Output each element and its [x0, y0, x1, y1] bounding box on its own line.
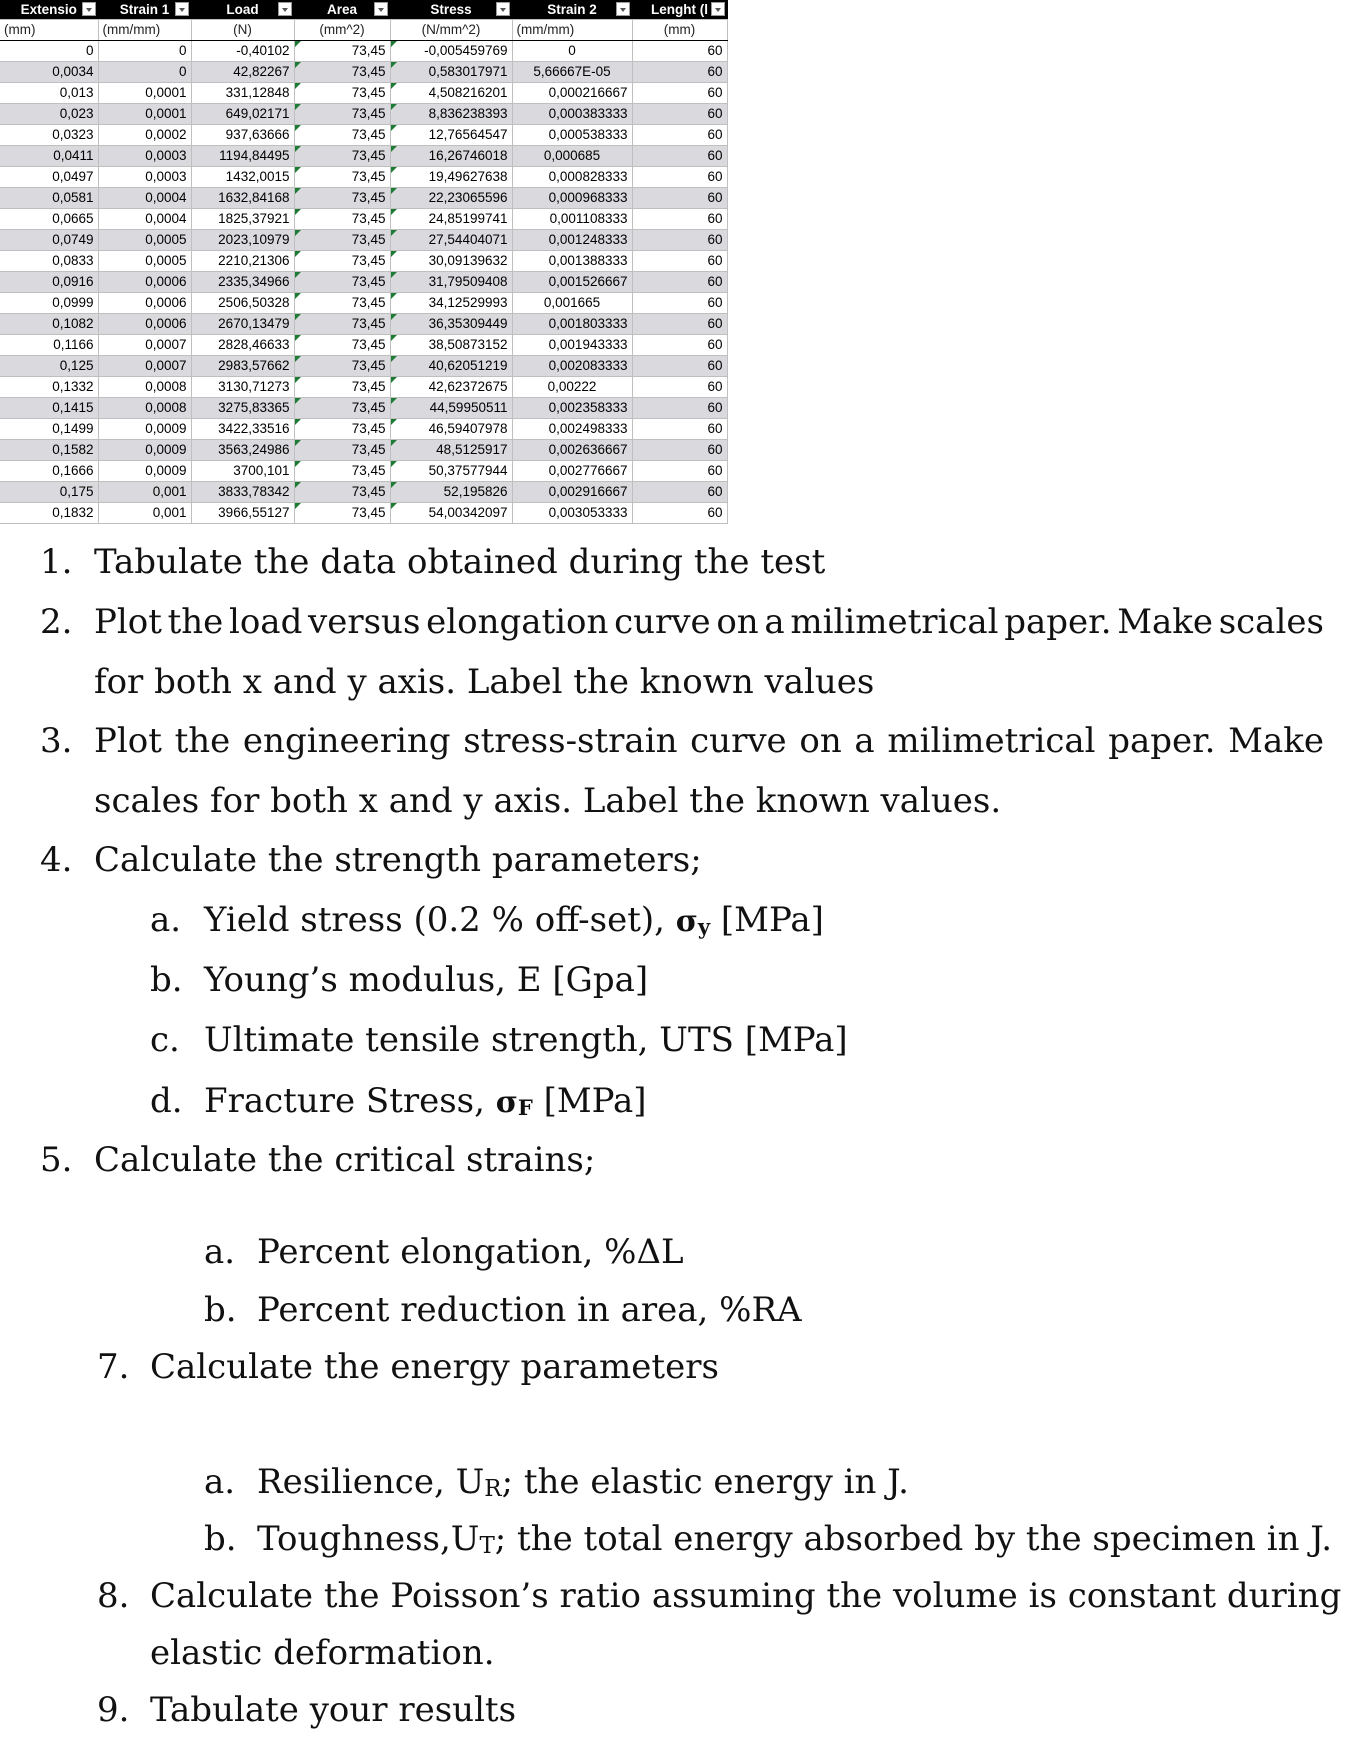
cell-stress[interactable]: 38,50873152	[390, 335, 512, 356]
question-number: 7.	[97, 1347, 130, 1387]
header-label: Lenght (l	[651, 2, 708, 17]
table-row	[0, 125, 727, 146]
word: a	[764, 602, 785, 642]
cell-stress[interactable]: 52,195826	[390, 482, 512, 503]
question-number: 2.	[40, 602, 73, 642]
cell-area[interactable]: 73,45	[294, 209, 390, 230]
cell-extension[interactable]: 0,023	[0, 104, 98, 125]
cell-area[interactable]: 73,45	[294, 398, 390, 419]
cell-strain-2[interactable]: 0,000216667	[512, 83, 632, 104]
text-part: ; the total energy absorbed by the specimen in J.	[494, 1519, 1333, 1559]
header-strain-2[interactable]	[512, 0, 632, 20]
cell-stress[interactable]: 50,37577944	[390, 461, 512, 482]
table-row	[0, 41, 727, 62]
word: Make	[1117, 602, 1213, 642]
cell-stress[interactable]: 40,62051219	[390, 356, 512, 377]
cell-strain-2[interactable]: 0,002498333	[512, 419, 632, 440]
cell-area[interactable]: 73,45	[294, 419, 390, 440]
cell-area[interactable]: 73,45	[294, 314, 390, 335]
cell-area[interactable]: 73,45	[294, 230, 390, 251]
cell-load[interactable]: -0,40102	[191, 41, 294, 62]
cell-extension[interactable]: 0,1415	[0, 398, 98, 419]
header-row	[0, 0, 727, 20]
word: the	[167, 602, 224, 642]
cell-strain-2[interactable]: 0,002636667	[512, 440, 632, 461]
cell-strain-2[interactable]: 0,00222	[512, 377, 632, 398]
question-text-line-1	[94, 721, 1324, 761]
cell-load[interactable]: 2506,50328	[191, 293, 294, 314]
cell-area[interactable]: 73,45	[294, 377, 390, 398]
cell-extension[interactable]: 0,0665	[0, 209, 98, 230]
unit-cell[interactable]: (mm/mm)	[512, 20, 632, 41]
cell-extension[interactable]: 0,0581	[0, 188, 98, 209]
cell-strain-2[interactable]: 0,001248333	[512, 230, 632, 251]
cell-extension[interactable]: 0	[0, 41, 98, 62]
cell-length[interactable]: 60	[632, 356, 727, 377]
table-row	[0, 503, 727, 524]
question-text	[204, 1081, 647, 1121]
cell-load[interactable]: 3700,101	[191, 461, 294, 482]
cell-length[interactable]: 60	[632, 377, 727, 398]
cell-length[interactable]: 60	[632, 62, 727, 83]
cell-area[interactable]: 73,45	[294, 293, 390, 314]
cell-strain-2[interactable]: 0,002358333	[512, 398, 632, 419]
cell-load[interactable]: 2828,46633	[191, 335, 294, 356]
test-data-table	[0, 0, 728, 524]
word: curve	[690, 721, 787, 761]
cell-extension[interactable]: 0,125	[0, 356, 98, 377]
filter-dropdown-icon[interactable]	[711, 2, 725, 16]
header-length[interactable]	[632, 0, 727, 20]
question-text	[257, 1462, 909, 1502]
cell-strain-1[interactable]: 0,0002	[98, 125, 191, 146]
cell-length[interactable]: 60	[632, 146, 727, 167]
question-letter: d.	[150, 1081, 183, 1121]
cell-strain-1[interactable]: 0,0005	[98, 251, 191, 272]
cell-extension[interactable]: 0,013	[0, 83, 98, 104]
cell-area[interactable]: 73,45	[294, 440, 390, 461]
cell-length[interactable]: 60	[632, 251, 727, 272]
cell-area[interactable]: 73,45	[294, 251, 390, 272]
question-letter: a.	[204, 1232, 236, 1272]
cell-stress[interactable]: 48,5125917	[390, 440, 512, 461]
cell-extension[interactable]: 0,0999	[0, 293, 98, 314]
cell-load[interactable]: 3422,33516	[191, 419, 294, 440]
word: paper.	[1108, 721, 1216, 761]
table-row	[0, 188, 727, 209]
question-number: 1.	[40, 542, 73, 582]
cell-extension[interactable]: 0,1499	[0, 419, 98, 440]
data-spreadsheet	[0, 0, 727, 524]
word: Make	[1228, 721, 1324, 761]
subscript: R	[484, 1476, 502, 1502]
cell-extension[interactable]: 0,1166	[0, 335, 98, 356]
cell-stress[interactable]: 36,35309449	[390, 314, 512, 335]
cell-extension[interactable]: 0,1666	[0, 461, 98, 482]
word: on	[799, 721, 842, 761]
text-part: Toughness,U	[257, 1519, 480, 1559]
cell-load[interactable]: 1632,84168	[191, 188, 294, 209]
cell-strain-2[interactable]: 0,001665	[512, 293, 632, 314]
cell-stress[interactable]: 8,836238393	[390, 104, 512, 125]
cell-length[interactable]: 60	[632, 503, 727, 524]
cell-stress[interactable]: 27,54404071	[390, 230, 512, 251]
question-text: Calculate the energy parameters	[150, 1347, 719, 1387]
cell-extension[interactable]: 0,1082	[0, 314, 98, 335]
cell-load[interactable]: 1825,37921	[191, 209, 294, 230]
question-text: Young’s modulus, E [Gpa]	[204, 960, 649, 1000]
cell-area[interactable]: 73,45	[294, 461, 390, 482]
cell-strain-2[interactable]: 0,000383333	[512, 104, 632, 125]
table-row	[0, 314, 727, 335]
word: paper.	[1004, 602, 1112, 642]
unit-cell[interactable]: (N/mm^2)	[390, 20, 512, 41]
question-text-line-2: scales for both x and y axis. Label the known values.	[94, 781, 1002, 821]
unit-cell[interactable]: (mm)	[632, 20, 727, 41]
header-extension[interactable]	[0, 0, 98, 20]
word: curve	[614, 602, 711, 642]
cell-area[interactable]: 73,45	[294, 146, 390, 167]
word: milimetrical	[887, 721, 1096, 761]
cell-length[interactable]: 60	[632, 314, 727, 335]
unit-cell[interactable]: (mm/mm)	[98, 20, 191, 41]
cell-strain-1[interactable]: 0,0001	[98, 104, 191, 125]
cell-stress[interactable]: 12,76564547	[390, 125, 512, 146]
cell-load[interactable]: 937,63666	[191, 125, 294, 146]
unit-cell[interactable]: (N)	[191, 20, 294, 41]
text-part: [MPa]	[532, 1081, 647, 1121]
cell-area[interactable]: 73,45	[294, 188, 390, 209]
cell-length[interactable]: 60	[632, 167, 727, 188]
question-number: 9.	[97, 1690, 130, 1730]
table-row	[0, 356, 727, 377]
table-row	[0, 104, 727, 125]
cell-strain-1[interactable]: 0,0005	[98, 230, 191, 251]
question-letter: b.	[204, 1519, 237, 1559]
header-strain-1[interactable]	[98, 0, 191, 20]
cell-strain-2[interactable]: 0,001943333	[512, 335, 632, 356]
sigma-symbol: σ	[495, 1085, 518, 1120]
question-text	[204, 900, 824, 940]
question-text: Tabulate your results	[150, 1690, 517, 1730]
cell-area[interactable]: 73,45	[294, 167, 390, 188]
question-letter: a.	[150, 900, 182, 940]
cell-extension[interactable]: 0,0411	[0, 146, 98, 167]
cell-stress[interactable]: 4,508216201	[390, 83, 512, 104]
cell-stress[interactable]: 16,26746018	[390, 146, 512, 167]
cell-length[interactable]: 60	[632, 104, 727, 125]
cell-strain-2[interactable]: 0,001803333	[512, 314, 632, 335]
cell-area[interactable]: 73,45	[294, 272, 390, 293]
table-row	[0, 419, 727, 440]
cell-load[interactable]: 2335,34966	[191, 272, 294, 293]
cell-load[interactable]: 2210,21306	[191, 251, 294, 272]
unit-cell[interactable]: (mm^2)	[294, 20, 390, 41]
header-label: Load	[226, 2, 259, 17]
text-part: [MPa]	[710, 900, 824, 940]
word: Plot	[94, 602, 162, 642]
cell-area[interactable]: 73,45	[294, 356, 390, 377]
cell-strain-1[interactable]: 0,0009	[98, 461, 191, 482]
cell-area[interactable]: 73,45	[294, 503, 390, 524]
word: elongation	[426, 602, 609, 642]
filter-dropdown-icon[interactable]	[374, 2, 388, 16]
header-label: Area	[326, 2, 358, 17]
header-label: Stress	[430, 2, 472, 17]
cell-strain-1[interactable]: 0,0003	[98, 167, 191, 188]
cell-length[interactable]: 60	[632, 482, 727, 503]
cell-extension[interactable]: 0,1332	[0, 377, 98, 398]
table-row	[0, 272, 727, 293]
header-label: Extensio	[20, 2, 77, 17]
subscript: T	[479, 1533, 495, 1559]
table-row	[0, 377, 727, 398]
cell-strain-1[interactable]: 0,0006	[98, 314, 191, 335]
text-part: Fracture Stress,	[204, 1081, 496, 1121]
table-row	[0, 335, 727, 356]
cell-strain-1[interactable]: 0,0009	[98, 440, 191, 461]
cell-load[interactable]: 3833,78342	[191, 482, 294, 503]
cell-extension[interactable]: 0,0497	[0, 167, 98, 188]
cell-area[interactable]: 73,45	[294, 125, 390, 146]
cell-strain-2[interactable]: 0,002916667	[512, 482, 632, 503]
table-row	[0, 398, 727, 419]
table-row	[0, 293, 727, 314]
cell-strain-2[interactable]: 0,003053333	[512, 503, 632, 524]
cell-length[interactable]: 60	[632, 440, 727, 461]
cell-load[interactable]: 2983,57662	[191, 356, 294, 377]
filter-dropdown-icon[interactable]	[82, 2, 96, 16]
cell-load[interactable]: 2023,10979	[191, 230, 294, 251]
cell-strain-1[interactable]: 0	[98, 41, 191, 62]
cell-area[interactable]: 73,45	[294, 83, 390, 104]
cell-strain-1[interactable]: 0,0007	[98, 335, 191, 356]
header-area[interactable]	[294, 0, 390, 20]
cell-strain-1[interactable]: 0,001	[98, 482, 191, 503]
table-row	[0, 83, 727, 104]
cell-length[interactable]: 60	[632, 125, 727, 146]
cell-length[interactable]: 60	[632, 461, 727, 482]
cell-strain-2[interactable]: 0,001526667	[512, 272, 632, 293]
question-text: Ultimate tensile strength, UTS [MPa]	[204, 1020, 848, 1060]
cell-load[interactable]: 1432,0015	[191, 167, 294, 188]
cell-length[interactable]: 60	[632, 209, 727, 230]
text-part: ; the elastic energy in J.	[501, 1462, 909, 1502]
cell-strain-2[interactable]: 0,000968333	[512, 188, 632, 209]
filter-dropdown-icon[interactable]	[496, 2, 510, 16]
question-letter: b.	[150, 960, 183, 1000]
header-label: Strain 1	[119, 2, 170, 17]
cell-stress[interactable]: 31,79509408	[390, 272, 512, 293]
question-text: Percent reduction in area, %RA	[257, 1290, 802, 1330]
word: versus	[308, 602, 421, 642]
word: load	[228, 602, 303, 642]
cell-length[interactable]: 60	[632, 230, 727, 251]
cell-area[interactable]: 73,45	[294, 104, 390, 125]
cell-strain-2[interactable]: 0,000685	[512, 146, 632, 167]
table-row	[0, 230, 727, 251]
header-stress[interactable]	[390, 0, 512, 20]
cell-strain-1[interactable]: 0,0006	[98, 272, 191, 293]
subscript: F	[517, 1095, 533, 1120]
cell-extension[interactable]: 0,0916	[0, 272, 98, 293]
table-row	[0, 146, 727, 167]
cell-load[interactable]: 42,82267	[191, 62, 294, 83]
cell-strain-2[interactable]: 0,001108333	[512, 209, 632, 230]
cell-strain-1[interactable]: 0,0007	[98, 356, 191, 377]
question-letter: b.	[204, 1290, 237, 1330]
cell-area[interactable]: 73,45	[294, 335, 390, 356]
cell-stress[interactable]: 24,85199741	[390, 209, 512, 230]
word: on	[716, 602, 759, 642]
word: engineering	[242, 721, 451, 761]
cell-length[interactable]: 60	[632, 83, 727, 104]
word: milimetrical	[790, 602, 999, 642]
cell-length[interactable]: 60	[632, 272, 727, 293]
question-number: 8.	[97, 1576, 130, 1616]
cell-strain-2[interactable]: 0	[512, 41, 632, 62]
sigma-symbol: σ	[675, 904, 698, 939]
header-label: Strain 2	[547, 2, 597, 17]
cell-strain-1[interactable]: 0,0004	[98, 188, 191, 209]
question-number: 3.	[40, 721, 73, 761]
cell-stress[interactable]: 22,23065596	[390, 188, 512, 209]
cell-stress[interactable]: 19,49627638	[390, 167, 512, 188]
cell-strain-1[interactable]: 0	[98, 62, 191, 83]
question-text: Percent elongation, %ΔL	[257, 1232, 684, 1272]
cell-area[interactable]: 73,45	[294, 482, 390, 503]
header-load[interactable]	[191, 0, 294, 20]
question-number: 5.	[40, 1140, 73, 1180]
question-text-line-2: elastic deformation.	[150, 1633, 495, 1673]
word: a	[854, 721, 875, 761]
cell-length[interactable]: 60	[632, 188, 727, 209]
filter-dropdown-icon[interactable]	[616, 2, 630, 16]
subscript: y	[697, 914, 711, 939]
cell-extension[interactable]: 0,0833	[0, 251, 98, 272]
word: the	[174, 721, 231, 761]
cell-stress[interactable]: 44,59950511	[390, 398, 512, 419]
cell-load[interactable]: 331,12848	[191, 83, 294, 104]
cell-length[interactable]: 60	[632, 293, 727, 314]
question-text: Calculate the strength parameters;	[94, 840, 702, 880]
cell-extension[interactable]: 0,1832	[0, 503, 98, 524]
cell-load[interactable]: 3275,83365	[191, 398, 294, 419]
cell-load[interactable]: 1194,84495	[191, 146, 294, 167]
cell-extension[interactable]: 0,175	[0, 482, 98, 503]
question-text-line-2: for both x and y axis. Label the known values	[94, 662, 875, 702]
cell-strain-1[interactable]: 0,0006	[98, 293, 191, 314]
cell-load[interactable]: 3966,55127	[191, 503, 294, 524]
table-row	[0, 209, 727, 230]
cell-extension[interactable]: 0,1582	[0, 440, 98, 461]
cell-extension[interactable]: 0,0034	[0, 62, 98, 83]
text-part: Resilience, U	[257, 1462, 485, 1502]
cell-strain-1[interactable]: 0,0008	[98, 377, 191, 398]
filter-dropdown-icon[interactable]	[278, 2, 292, 16]
cell-area[interactable]: 73,45	[294, 41, 390, 62]
unit-cell[interactable]: (mm)	[0, 20, 98, 41]
cell-strain-2[interactable]: 0,002776667	[512, 461, 632, 482]
cell-extension[interactable]: 0,0323	[0, 125, 98, 146]
cell-load[interactable]: 649,02171	[191, 104, 294, 125]
question-number: 4.	[40, 840, 73, 880]
question-letter: a.	[204, 1462, 236, 1502]
word: Plot	[94, 721, 162, 761]
cell-length[interactable]: 60	[632, 41, 727, 62]
cell-strain-2[interactable]: 0,001388333	[512, 251, 632, 272]
cell-load[interactable]: 3130,71273	[191, 377, 294, 398]
question-letter: c.	[150, 1020, 180, 1060]
word: scales	[1218, 602, 1324, 642]
table-row	[0, 62, 727, 83]
cell-stress[interactable]: 46,59407978	[390, 419, 512, 440]
cell-stress[interactable]: 54,00342097	[390, 503, 512, 524]
table-row	[0, 167, 727, 188]
cell-strain-2[interactable]: 0,000828333	[512, 167, 632, 188]
cell-strain-1[interactable]: 0,0001	[98, 83, 191, 104]
word: stress-strain	[463, 721, 678, 761]
cell-strain-1[interactable]: 0,0009	[98, 419, 191, 440]
text-part: Yield stress (0.2 % off-set),	[204, 900, 676, 940]
cell-stress[interactable]: 34,12529993	[390, 293, 512, 314]
table-row	[0, 482, 727, 503]
question-text: Calculate the critical strains;	[94, 1140, 596, 1180]
cell-strain-2[interactable]: 0,000538333	[512, 125, 632, 146]
question-text-line-1	[94, 602, 1324, 642]
cell-stress[interactable]: 42,62372675	[390, 377, 512, 398]
cell-length[interactable]: 60	[632, 398, 727, 419]
cell-strain-2[interactable]: 0,002083333	[512, 356, 632, 377]
cell-strain-1[interactable]: 0,0008	[98, 398, 191, 419]
cell-stress[interactable]: 0,583017971	[390, 62, 512, 83]
cell-strain-1[interactable]: 0,0004	[98, 209, 191, 230]
question-text-line-1: Calculate the Poisson’s ratio assuming the volume is constant during	[150, 1576, 1342, 1616]
cell-extension[interactable]: 0,0749	[0, 230, 98, 251]
question-text	[257, 1519, 1332, 1559]
cell-area[interactable]: 73,45	[294, 62, 390, 83]
question-text: Tabulate the data obtained during the test	[94, 542, 826, 582]
table-row	[0, 440, 727, 461]
cell-length[interactable]: 60	[632, 419, 727, 440]
filter-dropdown-icon[interactable]	[175, 2, 189, 16]
table-row	[0, 461, 727, 482]
cell-length[interactable]: 60	[632, 335, 727, 356]
cell-stress[interactable]: -0,005459769	[390, 41, 512, 62]
cell-strain-1[interactable]: 0,0003	[98, 146, 191, 167]
cell-strain-2[interactable]: 5,66667E-05	[512, 62, 632, 83]
cell-load[interactable]: 2670,13479	[191, 314, 294, 335]
cell-load[interactable]: 3563,24986	[191, 440, 294, 461]
units-row	[0, 20, 727, 41]
table-row	[0, 251, 727, 272]
cell-stress[interactable]: 30,09139632	[390, 251, 512, 272]
cell-strain-1[interactable]: 0,001	[98, 503, 191, 524]
